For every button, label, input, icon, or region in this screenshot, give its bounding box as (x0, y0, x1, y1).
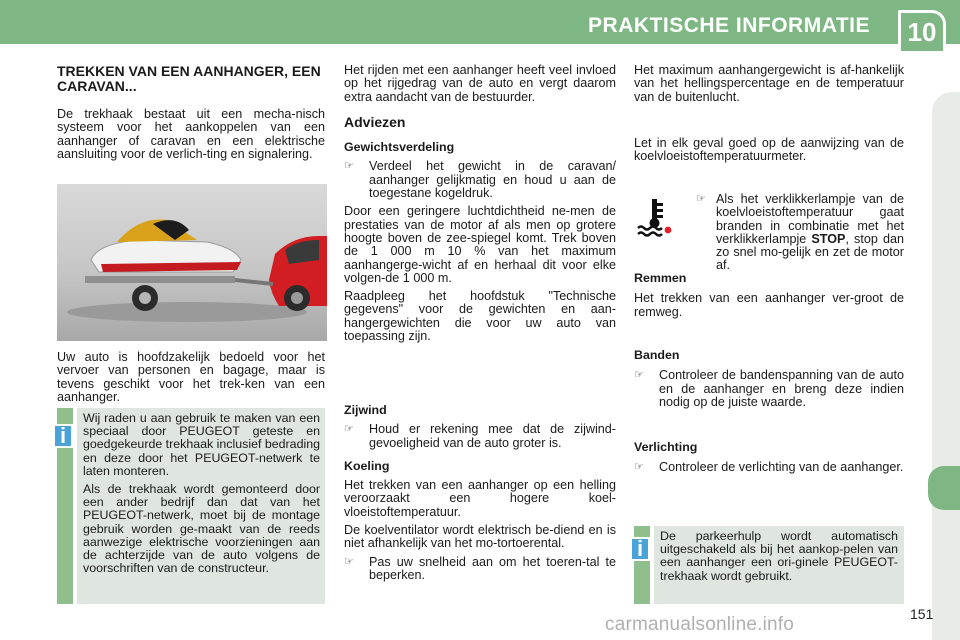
koeling-heading: Koeling (344, 458, 390, 473)
hand-pointer-icon: ☞ (344, 423, 354, 436)
coolant-warning-text-a: Als het verklikkerlampje van de koelvloeistoftemperatuur gaat branden in combinatie met het verklikkerlampje (716, 192, 904, 246)
column-3-verlichting (634, 441, 904, 475)
info-box-1-p2: Als de trekhaak wordt gemonteerd door een ander bedrijf dan dat van het PEUGEOT-netwerk, moet bij de montage gebruik worden ge-maakt van de reeds aanwezige elektrische voorzieningen aan de achterzijde van de auto volgens de voorschriften van de constructeur. (83, 482, 320, 576)
gewichtsverdeling-heading: Gewichtsverdeling (344, 140, 455, 155)
hand-pointer-icon: ☞ (634, 461, 644, 474)
koeling-paragraph-2: De koelventilator wordt elektrisch be-diend en is niet afhankelijk van het mo-tortoerental. (344, 523, 616, 551)
adviezen-heading: Adviezen (344, 113, 406, 130)
section-heading: TREKKEN VAN EEN AANHANGER, EEN CARAVAN... (57, 63, 321, 94)
hand-pointer-icon: ☞ (634, 369, 644, 382)
column-3-banden (634, 349, 904, 409)
koeling-paragraph-1: Het trekken van een aanhanger op een helling veroorzaakt een hogere koel-vloeistoftemperatuur. (344, 478, 616, 519)
hand-pointer-icon: ☞ (344, 160, 354, 173)
intro-paragraph: De trekhaak bestaat uit een mecha-nisch systeem voor het aankoppelen van een aanhanger of caravan en een elektrische aansluiting voor de verlich-ting en signalering. (57, 107, 325, 161)
info-icon: i (53, 424, 73, 448)
banden-bullet (634, 369, 904, 409)
zijwind-heading: Zijwind (344, 403, 387, 417)
info-box-1 (77, 408, 325, 604)
remmen-paragraph: Het trekken van een aanhanger ver-groot de remweg. (634, 291, 904, 319)
hand-pointer-icon: ☞ (344, 555, 354, 568)
info-box-2 (654, 526, 904, 604)
coolant-warning (696, 193, 904, 273)
max-weight-paragraph: Het maximum aanhangergewicht is af-hankelijk van het hellingspercentage en de temperatuur van de buitenlucht. (634, 63, 904, 104)
verlichting-heading: Verlichting (634, 440, 698, 454)
watermark: carmanualsonline.info (605, 614, 795, 635)
banden-bullet-text: Controleer de bandenspanning van de auto en de aanhanger en breng deze indien nodig op de juiste waarde. (659, 368, 904, 409)
usage-paragraph: Uw auto is hoofdzakelijk bedoeld voor het vervoer van personen en bagage, maar is tevens geschikt voor het trek-ken van een aanhanger. (57, 350, 325, 404)
coolant-warning-bullet (696, 193, 904, 273)
zijwind-bullet (344, 423, 616, 450)
chapter-tab (928, 466, 960, 510)
page-title: PRAKTISCHE INFORMATIE (588, 14, 870, 37)
coolant-temperature-icon (636, 197, 672, 237)
info-box-2-text: De parkeerhulp wordt automatisch uitgeschakeld als bij het aankop-pelen van een aanhanger een ori-ginele PEUGEOT-trekhaak wordt gebruikt. (660, 529, 898, 583)
hand-pointer-icon: ☞ (696, 193, 706, 205)
stop-label: STOP (811, 231, 846, 246)
banden-heading: Banden (634, 348, 680, 362)
chapter-badge: 10 (898, 10, 946, 54)
gewicht-bullet (344, 160, 616, 200)
column-2-intro: Het rijden met een aanhanger heeft veel invloed op het rijgedrag van de auto en vergt daarom extra aandacht van de bestuurder. (344, 63, 616, 104)
altitude-paragraph: Door een geringere luchtdichtheid ne-men de prestaties van de motor af als men op grotere hoogte boven de zee-spiegel komt. Trek boven de 1 000 m 10 % van het maximum aanhangerge-wicht af en herhaal dit voor elke volgen-de 1 000 m. (344, 204, 616, 285)
column-3-remmen (634, 272, 904, 324)
towing-illustration (57, 184, 327, 341)
verlichting-bullet-text: Controleer de verlichting van de aanhanger. (659, 460, 904, 475)
info-icon: i (630, 537, 650, 561)
gewicht-bullet-text: Verdeel het gewicht in de caravan/ aanhanger gelijkmatig en houd u aan de toegestane kogeldruk. (369, 159, 616, 201)
zijwind-bullet-text: Houd er rekening mee dat de zijwind-gevoeligheid van de auto groter is. (369, 422, 616, 450)
technical-reference-paragraph: Raadpleeg het hoofdstuk "Technische gegevens" voor de gewichten en aan-hangergewichten die voor uw auto van toepassing zijn. (344, 289, 616, 344)
column-3 (634, 64, 904, 109)
coolant-warning-text-b: , stop dan zo snel mo-gelijk en zet de motor af. (716, 231, 904, 273)
gauge-paragraph: Let in elk geval goed op de aanwijzing van de koelvloeistoftemperatuurmeter. (634, 136, 904, 164)
column-1-lower (57, 351, 325, 409)
column-2-lower (344, 404, 616, 582)
info-box-1-p1: Wij raden u aan gebruik te maken van een speciaal door PEUGEOT geteste en goedgekeurde trekhaak inclusief bedrading en deze door het PEUGEOT-netwerk te laten monteren. (83, 411, 320, 478)
verlichting-bullet (634, 461, 904, 474)
koeling-bullet-text: Pas uw snelheid aan om het toeren-tal te beperken. (369, 554, 616, 582)
remmen-heading: Remmen (634, 271, 687, 285)
column-1 (57, 64, 325, 166)
koeling-bullet (344, 556, 616, 583)
side-strip (932, 92, 960, 640)
page-number: 151 (910, 606, 934, 622)
column-3-gauge (634, 137, 904, 169)
column-2 (344, 64, 616, 348)
